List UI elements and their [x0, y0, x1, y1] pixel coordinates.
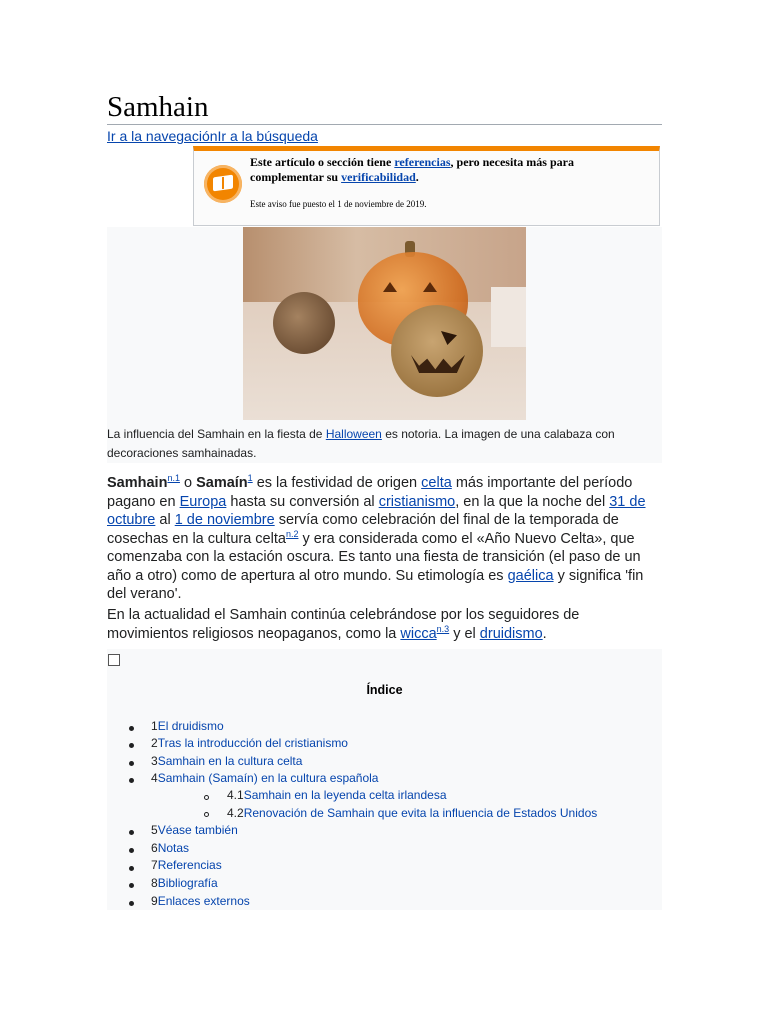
title-divider — [107, 124, 662, 125]
1-de-noviembre-link[interactable]: 1 de noviembre — [174, 512, 275, 528]
toc-item-4-1[interactable]: 4.1Samhain en la leyenda celta irlandesa — [227, 788, 447, 802]
toc-item-7[interactable]: 7Referencias — [151, 858, 222, 872]
intro-paragraph: Samhain$^{n.1}$ o Samaín$^1$ es la festividad de origen celta más importante del período pagano en Europa hasta su conversión al cristianismo, en la que la noche del 31 de octubre al 1 de noviembre servía como celebración del final de la temporada de cosechas en la cultura celta$^{n.2}$ y era considerada como el «Año Nuevo Celta», que comenzaba con la estación oscura. Es tanto una fiesta de transición (el paso de un año a otro) como de apertura al otro mundo. Su etimología es gaélica y significa 'fin del verano'. — [107, 473, 646, 602]
gaelica-link[interactable]: gaélica — [507, 567, 554, 584]
bullet-icon — [129, 848, 134, 853]
toc-title: Índice — [366, 683, 403, 697]
verificabilidad-link[interactable]: verificabilidad — [341, 170, 416, 184]
referencias-link[interactable]: referencias — [394, 155, 451, 169]
references-notice-box — [193, 146, 660, 226]
bullet-icon — [129, 866, 134, 871]
modern-paragraph: En la actualidad el Samhain continúa celebrándose por los seguidores de movimientos religiosos neopaganos, como la wicca$^{n.3}$ y el druidismo. — [107, 607, 580, 642]
bullet-icon — [129, 830, 134, 835]
bullet-icon — [129, 743, 134, 748]
bullet-icon — [129, 778, 134, 783]
note-n1-link[interactable]: n.1 — [167, 473, 180, 484]
toc-item-5[interactable]: 5Véase también — [151, 823, 238, 837]
31-de-octubre-link[interactable]: 31 de octubre — [107, 493, 646, 528]
figure-caption: La influencia del Samhain en la fiesta de Halloween es notoria. La imagen de una calabaza con decoraciones samhainadas. — [107, 427, 615, 460]
jump-links — [107, 127, 318, 145]
toc-item-6[interactable]: 6Notas — [151, 841, 190, 855]
bullet-icon — [129, 901, 134, 906]
pumpkin-photo[interactable] — [243, 227, 526, 420]
toc-item-4[interactable]: 4Samhain (Samaín) en la cultura española — [151, 771, 379, 785]
jump-to-navigation-link[interactable]: Ir a la navegación — [107, 128, 218, 144]
notice-date: Este aviso fue puesto el 1 de noviembre de 2019. — [250, 199, 427, 209]
bullet-icon — [129, 883, 134, 888]
druidismo-link[interactable]: druidismo — [479, 625, 543, 642]
note-n3-link[interactable]: n.3 — [436, 623, 450, 634]
halloween-link[interactable]: Halloween — [325, 427, 382, 441]
circle-bullet-icon — [204, 795, 209, 800]
jump-to-search-link[interactable]: Ir a la búsqueda — [217, 128, 318, 144]
bullet-icon — [129, 726, 134, 731]
toc-item-1[interactable]: 1El druidismo — [151, 719, 224, 733]
book-icon — [204, 165, 242, 203]
notice-message: Este artículo o sección tiene referencias, pero necesita más para complementar su verificabilidad. — [250, 155, 574, 184]
circle-bullet-icon — [204, 812, 209, 817]
toc-item-9[interactable]: 9Enlaces externos — [151, 894, 250, 908]
toc-item-2[interactable]: 2Tras la introducción del cristianismo — [151, 736, 348, 750]
europa-link[interactable]: Europa — [179, 493, 227, 510]
cristianismo-link[interactable]: cristianismo — [378, 493, 456, 510]
toc-toggle-checkbox[interactable] — [108, 654, 120, 666]
wicca-link[interactable]: wicca — [400, 625, 437, 642]
toc-item-4-2[interactable]: 4.2Renovación de Samhain que evita la influencia de Estados Unidos — [227, 806, 598, 820]
toc-item-3[interactable]: 3Samhain en la cultura celta — [151, 754, 303, 768]
toc-item-8[interactable]: 8Bibliografía — [151, 876, 218, 890]
ref-1-link[interactable]: 1 — [247, 473, 253, 484]
celta-link[interactable]: celta — [421, 475, 452, 491]
bullet-icon — [129, 761, 134, 766]
note-n2-link[interactable]: n.2 — [285, 528, 299, 539]
page-title: Samhain — [107, 91, 209, 123]
